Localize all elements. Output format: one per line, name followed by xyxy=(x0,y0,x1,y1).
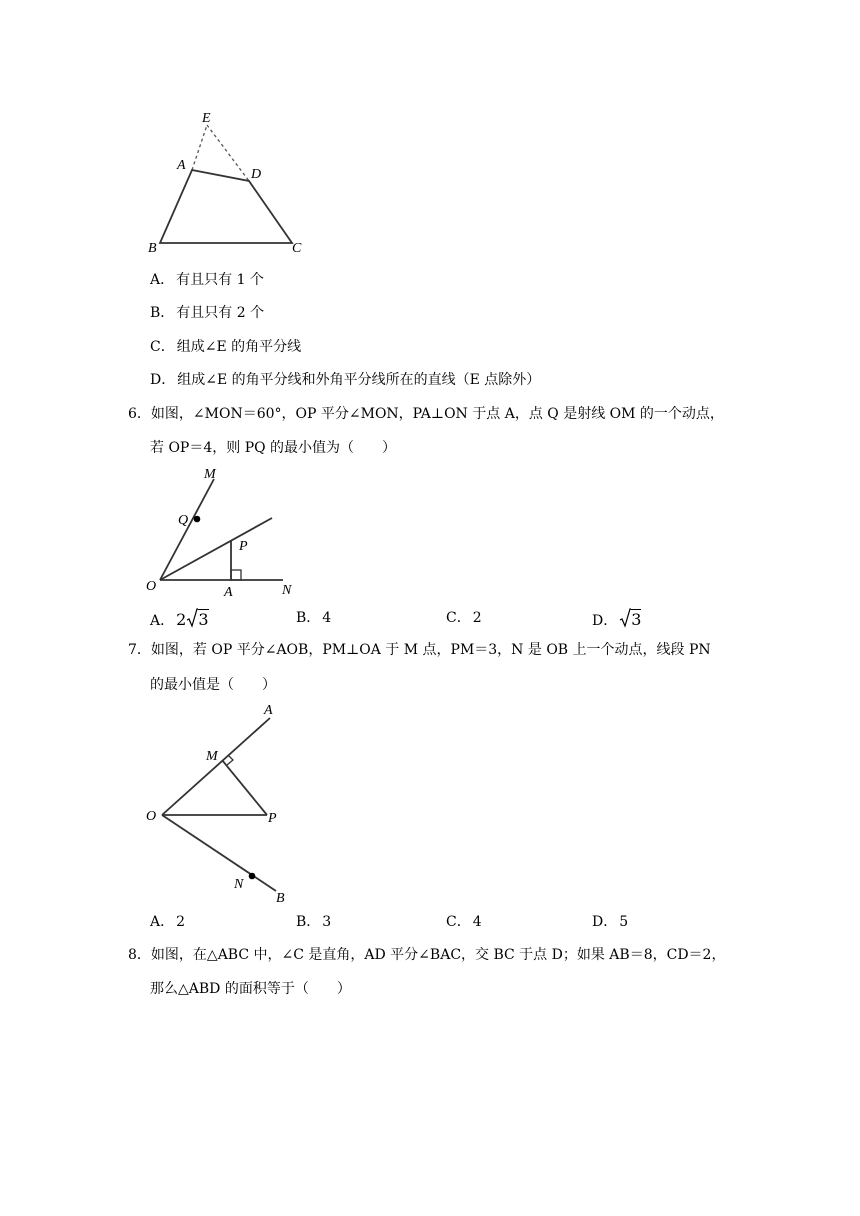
q7-label-b: B xyxy=(276,891,285,906)
q7-option-c[interactable] xyxy=(446,912,482,932)
q6-label-a: A xyxy=(224,585,233,600)
q7-text-1: 如图，若 OP 平分∠AOB，PM⊥OA 于 M 点，PM＝3，N 是 OB 上一个动点，线段 PN xyxy=(150,642,711,658)
q6-option-c[interactable] xyxy=(446,608,482,628)
q6-stem-line-1 xyxy=(128,404,724,424)
q6-option-a[interactable] xyxy=(150,608,209,634)
option-radicand: 3 xyxy=(631,610,642,629)
q6-label-q: Q xyxy=(178,513,189,528)
q6-option-b[interactable] xyxy=(296,608,331,628)
q7-label-a: A xyxy=(264,703,273,718)
q6-label-o: O xyxy=(146,579,157,594)
option-letter: A． xyxy=(150,272,175,288)
q8-stem-line-1 xyxy=(128,945,725,965)
q6-number: 6． xyxy=(128,406,151,422)
option-letter: D． xyxy=(592,914,618,930)
option-text: 有且只有 1 个 xyxy=(176,272,264,288)
option-text: 3 xyxy=(322,914,332,930)
option-radicand: 3 xyxy=(198,610,209,629)
option-text: 组成∠E 的角平分线和外角平分线所在的直线（E 点除外） xyxy=(177,372,541,388)
q5-label-a: A xyxy=(177,158,186,173)
q7-option-b[interactable] xyxy=(296,912,331,932)
option-letter: A． xyxy=(150,914,175,930)
q5-label-c: C xyxy=(292,241,302,256)
q6-label-m: M xyxy=(204,467,216,482)
q8-stem-line-2 xyxy=(150,979,351,999)
q6-text-1: 如图，∠MON＝60°，OP 平分∠MON，PA⊥ON 于点 A，点 Q 是射线 OM 的一个动点， xyxy=(150,406,724,422)
option-text: 5 xyxy=(619,914,629,930)
option-letter: C． xyxy=(150,339,175,355)
q7-label-p: P xyxy=(268,811,277,826)
q7-label-m: M xyxy=(206,749,218,764)
option-letter: B． xyxy=(296,914,321,930)
q7-stem-line-2 xyxy=(150,675,276,695)
option-text: 4 xyxy=(322,610,332,626)
q8-number: 8． xyxy=(128,947,151,963)
q7-stem-line-1 xyxy=(128,640,711,660)
q5-label-b: B xyxy=(148,241,157,256)
option-letter: B． xyxy=(296,610,321,626)
q7-option-a[interactable] xyxy=(150,912,185,932)
q6-option-d[interactable] xyxy=(592,608,641,634)
option-text: 2 xyxy=(472,610,482,626)
q5-label-d: D xyxy=(251,167,262,182)
q5-option-c[interactable] xyxy=(150,337,301,357)
option-text: 有且只有 2 个 xyxy=(176,305,265,321)
sqrt-symbol xyxy=(186,608,198,634)
q8-text-1: 如图，在△ABC 中，∠C 是直角，AD 平分∠BAC，交 BC 于点 D；如果 AB＝8，CD＝2， xyxy=(150,947,726,963)
q5-option-d[interactable] xyxy=(150,370,540,390)
option-letter: D． xyxy=(592,613,618,629)
option-coefficient: 2 xyxy=(176,610,187,629)
q7-label-o: O xyxy=(146,809,157,824)
q6-stem-line-2 xyxy=(150,438,396,458)
option-letter: C． xyxy=(446,914,471,930)
q8-text-2: 那么△ABD 的面积等于（ ） xyxy=(150,981,351,997)
option-text: 组成∠E 的角平分线 xyxy=(176,339,302,355)
q6-label-n: N xyxy=(282,583,292,598)
option-text: 4 xyxy=(472,914,482,930)
q5-figure xyxy=(140,108,320,258)
q6-label-p: P xyxy=(239,539,248,554)
option-letter: C． xyxy=(446,610,471,626)
option-letter: B． xyxy=(150,305,175,321)
q5-option-a[interactable] xyxy=(150,270,264,290)
q6-figure xyxy=(140,462,310,602)
q7-text-2: 的最小值是（ ） xyxy=(150,677,276,693)
q7-number: 7． xyxy=(128,642,151,658)
sqrt-symbol xyxy=(619,608,631,634)
q5-label-e: E xyxy=(202,111,211,126)
q7-label-n: N xyxy=(234,877,244,892)
q6-text-2: 若 OP＝4，则 PQ 的最小值为（ ） xyxy=(150,440,397,456)
q7-option-d[interactable] xyxy=(592,912,628,932)
option-text: 2 xyxy=(176,914,186,930)
q7-figure xyxy=(140,698,310,908)
option-letter: A． xyxy=(150,613,175,629)
option-letter: D． xyxy=(150,372,176,388)
q5-option-b[interactable] xyxy=(150,303,264,323)
